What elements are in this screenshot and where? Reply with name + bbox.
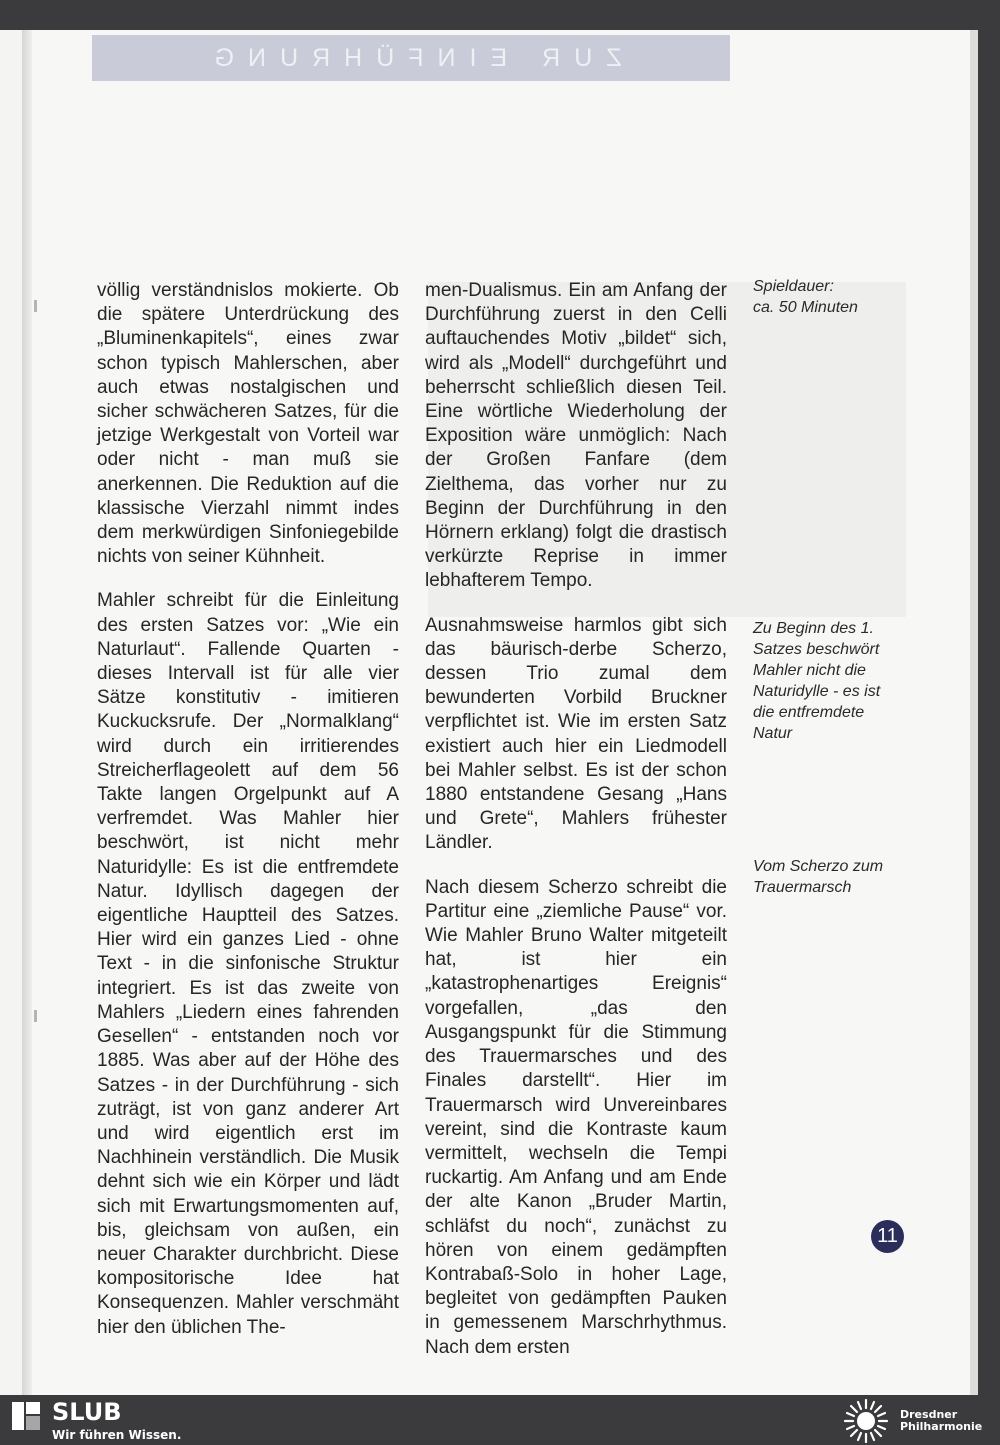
- text-column-left: [97, 279, 399, 1360]
- orchestra-name-line2: Philharmonie: [900, 1420, 983, 1433]
- paragraph: Ausnahmsweise harmlos gibt sich das bäurisch-derbe Scherzo, dessen Trio zumal dem bewunderten Vorbild Bruckner verpflichtet ist. Wie im ersten Satz existiert auch hier ein Liedmodell bei Mahler selbst. Es ist der schon 1880 entstandene Gesang „Hans und Grete“, Mahlers frühester Ländler.: [425, 614, 727, 854]
- slub-logo-icon: [12, 1402, 40, 1430]
- library-tagline: Wir führen Wissen.: [52, 1428, 182, 1442]
- paragraph: völlig verständnislos mokierte. Ob die spätere Unterdrückung des „Bluminenkapitels“, eines zwar schon typisch Mahlerschen, aber auch etwas nostalgischen und sicher schwächeren Satzes, für die jetzige Werkgestalt von Vorteil war oder nicht - man muß sie anerkennen. Die Reduktion auf die klassische Vierzahl nimmt indes dem merkwürdigen Sinfoniegebilde nichts von seiner Kühnheit.: [97, 280, 399, 568]
- gutter-shadow: [22, 30, 32, 1395]
- library-name: SLUB: [52, 1398, 122, 1426]
- sidenote-duration: [753, 276, 903, 318]
- paragraph: men-Dualismus. Ein am Anfang der Durchführung zuerst in den Celli auftauchendes Motiv „bildet“ sich, wird als „Modell“ durchgeführt und beherrscht schließlich diesen Teil. Eine wörtliche Wiederholung der Exposition wäre unmöglich: Nach der Großen Fanfare (dem Zielthema, das vorher nur zu Beginn der Durchführung in den Hörnern erklang) folgt die drastisch verkürzte Reprise in immer lebhafterem Tempo.: [425, 280, 727, 592]
- paragraph: Nach diesem Scherzo schreibt die Partitur eine „ziemliche Pause“ vor. Wie Mahler Bruno Walter mitgeteilt hat, ist hier ein „katastrophenartiges Ereignis“ vorgefallen, „das den Ausgangspunkt für die Stimmung des Trauermarsches und des Finales darstellt“. Hier im Trauermarsch wird Unvereinbares vereint, sind die Kontraste kaum vermittelt, wechseln die Tempi ruckartig. Am Anfang und am Ende der alte Kanon „Bruder Martin, schläfst du noch“, zunächst zu hören von einem gedämpften Kontrabaß-Solo in hoher Lage, begleitet von gedämpften Pauken in gemessenem Marschrhythmus. Nach dem ersten: [425, 876, 727, 1358]
- section-header-band: [92, 35, 730, 81]
- orchestra-logo-icon: [842, 1397, 890, 1445]
- page-right-edge: [970, 30, 978, 1395]
- facing-page-edge: [0, 30, 22, 1395]
- orchestra-name-line1: Dresdner: [900, 1408, 958, 1421]
- duration-label: Spieldauer:: [753, 278, 834, 295]
- paragraph: Mahler schreibt für die Einleitung des ersten Satzes vor: „Wie ein Naturlaut“. Fallende Quarten - dieses Intervall ist für alle vier Sätze konstitutiv - imitieren Kuckucksrufe. Der „Normalklang“ wird durch ein irritierendes Streicherflageolett auf dem 56 Takte langen Orgelpunkt auf A verfremdet. Was Mahler hier beschwört, ist nicht mehr Naturidylle: Es ist die entfremdete Natur. Idyllisch dagegen der eigentliche Hauptteil des Satzes. Hier wird ein ganzes Lied - ohne Text - in die sinfonische Struktur integriert. Es ist das zweite von Mahlers „Liedern eines fahrenden Gesellen“ - entstanden noch vor 1885. Was aber auf der Höhe des Satzes - in der Durchführung - sich zuträgt, ist von ganz anderer Art und wird eigentlich erst im Nachhinein verständlich. Die Musik dehnt sich wie ein Körper und lädt sich mit Erwartungsmomenten auf, bis, gleichsam von außen, ein neuer Charakter durchbricht. Diese kompositorische Idee hat Konsequenzen. Mahler verschmäht hier den üblichen The-: [97, 590, 399, 1338]
- duration-value: ca. 50 Minuten: [753, 299, 858, 316]
- orchestra-name: [900, 1409, 982, 1433]
- section-header-title: ZUR EINFÜHRUNG: [200, 44, 622, 72]
- sidenote-first-movement: Zu Beginn des 1. Satzes beschwört Mahler nicht die Naturidylle - es ist die entfremdete Natur: [753, 620, 881, 742]
- text-column-middle: [425, 279, 727, 1380]
- sidenote-scherzo: Vom Scherzo zum Trauermarsch: [753, 858, 884, 896]
- page-number-badge: 11: [871, 1220, 904, 1253]
- binding-mark: [34, 1010, 37, 1022]
- binding-mark: [34, 300, 37, 312]
